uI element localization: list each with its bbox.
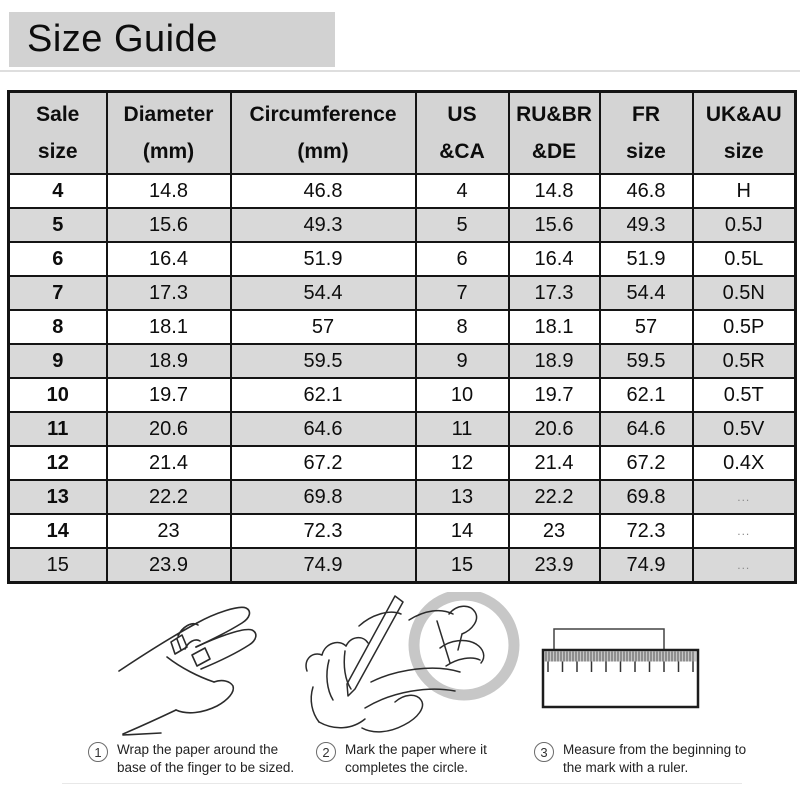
instruction-step-3 [534, 741, 746, 777]
table-cell: 0.4X [693, 446, 796, 480]
table-cell: 14 [9, 514, 107, 548]
table-cell: 67.2 [600, 446, 693, 480]
table-cell: 57 [231, 310, 416, 344]
table-cell: 13 [416, 480, 509, 514]
table-cell: 14.8 [107, 174, 231, 208]
table-cell: 64.6 [231, 412, 416, 446]
table-cell: 11 [416, 412, 509, 446]
table-cell: 8 [416, 310, 509, 344]
step-text: Wrap the paper around the base of the finger to be sized. [117, 742, 295, 775]
table-cell: ... [693, 514, 796, 548]
table-cell: 69.8 [231, 480, 416, 514]
table-cell: 49.3 [231, 208, 416, 242]
table-cell: 19.7 [107, 378, 231, 412]
table-cell: 59.5 [600, 344, 693, 378]
table-cell: 72.3 [231, 514, 416, 548]
hand-wrap-paper-icon [115, 592, 305, 747]
table-header-row [9, 92, 796, 175]
table-cell: 16.4 [107, 242, 231, 276]
page-title-text: Size Guide [27, 18, 218, 60]
table-row [9, 242, 796, 276]
size-table-body [9, 174, 796, 583]
table-cell: 18.9 [509, 344, 600, 378]
table-cell: 11 [9, 412, 107, 446]
table-cell: 16.4 [509, 242, 600, 276]
table-cell: 20.6 [107, 412, 231, 446]
table-cell: 51.9 [231, 242, 416, 276]
table-cell: 62.1 [600, 378, 693, 412]
table-cell: 6 [416, 242, 509, 276]
table-cell: 54.4 [600, 276, 693, 310]
table-cell: 17.3 [107, 276, 231, 310]
step-number-badge: 3 [534, 742, 554, 762]
bottom-divider [62, 783, 742, 784]
table-cell: ... [693, 480, 796, 514]
table-cell: 74.9 [231, 548, 416, 583]
table-cell: 49.3 [600, 208, 693, 242]
table-cell: 0.5V [693, 412, 796, 446]
table-cell: 23.9 [509, 548, 600, 583]
column-header-us-ca: US &CA [416, 92, 509, 175]
table-cell: 9 [9, 344, 107, 378]
table-cell: 0.5J [693, 208, 796, 242]
table-row [9, 344, 796, 378]
table-row [9, 480, 796, 514]
table-cell: 14 [416, 514, 509, 548]
ruler-measure-icon [538, 622, 706, 718]
column-header-fr: FR size [600, 92, 693, 175]
step-number-badge: 1 [88, 742, 108, 762]
pencil-mark-paper-icon [297, 592, 535, 740]
table-cell: 19.7 [509, 378, 600, 412]
table-cell: 23 [107, 514, 231, 548]
table-cell: 12 [9, 446, 107, 480]
table-cell: 4 [9, 174, 107, 208]
table-cell: 18.9 [107, 344, 231, 378]
table-cell: 4 [416, 174, 509, 208]
table-cell: 22.2 [107, 480, 231, 514]
table-cell: 51.9 [600, 242, 693, 276]
column-header-diameter: Diameter (mm) [107, 92, 231, 175]
table-cell: 13 [9, 480, 107, 514]
table-cell: 9 [416, 344, 509, 378]
table-cell: 15 [9, 548, 107, 583]
table-cell: 18.1 [107, 310, 231, 344]
table-row [9, 378, 796, 412]
table-cell: 17.3 [509, 276, 600, 310]
table-row [9, 310, 796, 344]
table-cell: 14.8 [509, 174, 600, 208]
table-cell: 74.9 [600, 548, 693, 583]
table-cell: 0.5N [693, 276, 796, 310]
table-cell: 0.5P [693, 310, 796, 344]
table-row [9, 174, 796, 208]
table-row [9, 548, 796, 583]
table-cell: 72.3 [600, 514, 693, 548]
table-cell: 54.4 [231, 276, 416, 310]
table-cell: 46.8 [231, 174, 416, 208]
table-cell: 23 [509, 514, 600, 548]
title-divider [0, 70, 800, 72]
table-row [9, 276, 796, 310]
table-cell: 12 [416, 446, 509, 480]
ring-size-table [7, 90, 797, 584]
step-text: Measure from the beginning to the mark with a ruler. [563, 742, 747, 775]
table-cell: 20.6 [509, 412, 600, 446]
table-cell: 22.2 [509, 480, 600, 514]
table-cell: 0.5T [693, 378, 796, 412]
table-cell: ... [693, 548, 796, 583]
column-header-circumference: Circumference (mm) [231, 92, 416, 175]
table-cell: 15.6 [107, 208, 231, 242]
table-cell: 57 [600, 310, 693, 344]
table-row [9, 208, 796, 242]
table-cell: 0.5L [693, 242, 796, 276]
paper-strip [554, 629, 664, 650]
table-cell: 10 [416, 378, 509, 412]
table-cell: 69.8 [600, 480, 693, 514]
table-cell: 21.4 [509, 446, 600, 480]
table-cell: 10 [9, 378, 107, 412]
table-cell: 23.9 [107, 548, 231, 583]
step-number-badge: 2 [316, 742, 336, 762]
table-row [9, 446, 796, 480]
column-header-uk-au: UK&AU size [693, 92, 796, 175]
pencil [347, 596, 403, 696]
table-cell: H [693, 174, 796, 208]
table-cell: 0.5R [693, 344, 796, 378]
table-cell: 5 [9, 208, 107, 242]
table-cell: 5 [416, 208, 509, 242]
table-cell: 59.5 [231, 344, 416, 378]
table-cell: 46.8 [600, 174, 693, 208]
table-cell: 7 [9, 276, 107, 310]
table-cell: 62.1 [231, 378, 416, 412]
instruction-step-2 [316, 741, 487, 777]
table-cell: 64.6 [600, 412, 693, 446]
instruction-step-1 [88, 741, 294, 777]
table-cell: 15 [416, 548, 509, 583]
table-cell: 7 [416, 276, 509, 310]
table-cell: 8 [9, 310, 107, 344]
table-cell: 18.1 [509, 310, 600, 344]
table-cell: 15.6 [509, 208, 600, 242]
step-text: Mark the paper where it completes the circle. [345, 742, 487, 775]
page-title [9, 12, 335, 67]
table-cell: 21.4 [107, 446, 231, 480]
column-header-ru-br-de: RU&BR &DE [509, 92, 600, 175]
table-cell: 6 [9, 242, 107, 276]
table-row [9, 412, 796, 446]
magnifier-ring [414, 595, 514, 695]
table-cell: 67.2 [231, 446, 416, 480]
column-header-sale-size: Sale size [9, 92, 107, 175]
table-row [9, 514, 796, 548]
